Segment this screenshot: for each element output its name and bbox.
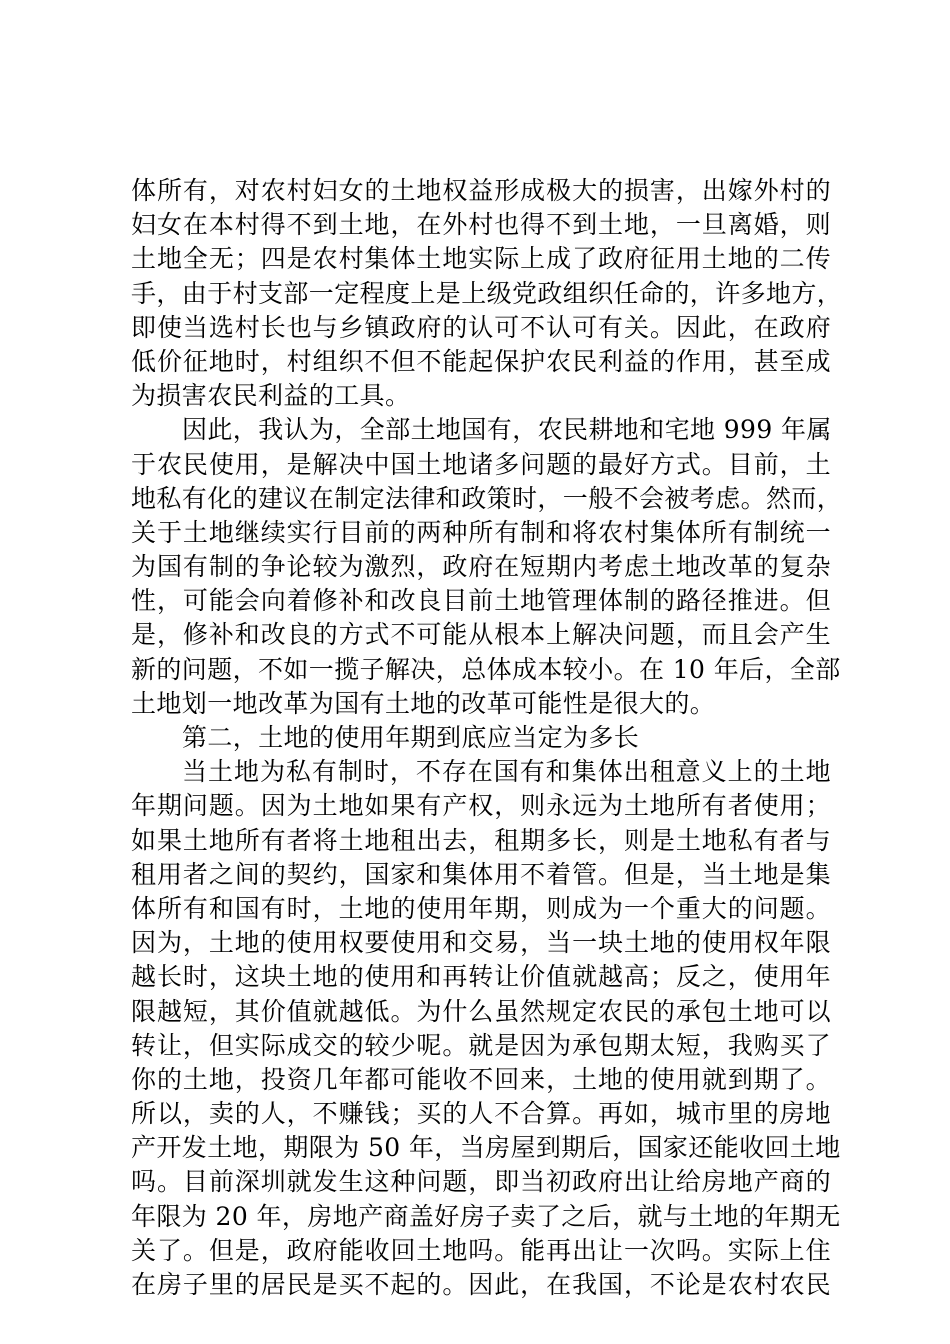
text-line: 年期问题。因为土地如果有产权，则永远为土地所有者使用； bbox=[131, 791, 831, 821]
text-line: 土地全无；四是农村集体土地实际上成了政府征用土地的二传 bbox=[131, 244, 831, 274]
text-line: 土地划一地改革为国有土地的改革可能性是很大的。 bbox=[131, 688, 716, 718]
text-line: 性，可能会向着修补和改良目前土地管理体制的路径推进。但 bbox=[131, 586, 831, 616]
text-line: 因此，我认为，全部土地国有，农民耕地和宅地 999 年属 bbox=[182, 415, 832, 445]
text-line: 关于土地继续实行目前的两种所有制和将农村集体所有制统一 bbox=[131, 517, 831, 547]
text-line: 体所有和国有时，土地的使用年期，则成为一个重大的问题。 bbox=[131, 893, 831, 923]
text-line: 新的问题，不如一揽子解决，总体成本较小。在 10 年后，全部 bbox=[131, 654, 841, 684]
text-line: 是，修补和改良的方式不可能从根本上解决问题，而且会产生 bbox=[131, 620, 831, 650]
text-line: 当土地为私有制时，不存在国有和集体出租意义上的土地 bbox=[182, 757, 831, 787]
text-line: 为损害农民利益的工具。 bbox=[131, 381, 411, 411]
text-line: 年限为 20 年，房地产商盖好房子卖了之后，就与土地的年期无 bbox=[131, 1201, 841, 1231]
text-line: 手，由于村支部一定程度上是上级党政组织任命的，许多地方， bbox=[131, 278, 843, 308]
text-line: 于农民使用，是解决中国土地诸多问题的最好方式。目前，土 bbox=[131, 449, 831, 479]
text-line: 越长时，这块土地的使用和再转让价值就越高；反之，使用年 bbox=[131, 962, 831, 992]
text-line: 体所有，对农村妇女的土地权益形成极大的损害，出嫁外村的 bbox=[131, 176, 831, 205]
text-line: 租用者之间的契约，国家和集体用不着管。但是，当土地是集 bbox=[131, 859, 831, 889]
text-line: 地私有化的建议在制定法律和政策时，一般不会被考虑。然而， bbox=[131, 483, 843, 513]
text-line: 为国有制的争论较为激烈，政府在短期内考虑土地改革的复杂 bbox=[131, 552, 831, 582]
text-line: 产开发土地，期限为 50 年，当房屋到期后，国家还能收回土地 bbox=[131, 1133, 841, 1163]
text-line: 妇女在本村得不到土地，在外村也得不到土地，一旦离婚，则 bbox=[131, 210, 831, 240]
text-line: 你的土地，投资几年都可能收不回来，土地的使用就到期了。 bbox=[131, 1064, 831, 1094]
text-line: 即使当选村长也与乡镇政府的认可不认可有关。因此，在政府 bbox=[131, 312, 831, 342]
text-line: 低价征地时，村组织不但不能起保护农民利益的作用，甚至成 bbox=[131, 346, 831, 376]
text-line: 限越短，其价值就越低。为什么虽然规定农民的承包土地可以 bbox=[131, 996, 831, 1026]
text-line: 所以，卖的人，不赚钱；买的人不合算。再如，城市里的房地 bbox=[131, 1099, 831, 1129]
text-line: 吗。目前深圳就发生这种问题，即当初政府出让给房地产商的 bbox=[131, 1167, 831, 1197]
text-line: 第二，土地的使用年期到底应当定为多长 bbox=[182, 723, 640, 752]
text-line: 因为，土地的使用权要使用和交易，当一块土地的使用权年限 bbox=[131, 928, 831, 958]
text-line: 如果土地所有者将土地租出去，租期多长，则是土地私有者与 bbox=[131, 825, 831, 855]
document-body bbox=[131, 174, 843, 1302]
text-line: 关了。但是，政府能收回土地吗。能再出让一次吗。实际上住 bbox=[131, 1235, 831, 1265]
text-line: 在房子里的居民是买不起的。因此，在我国，不论是农村农民 bbox=[131, 1270, 831, 1299]
text-line: 转让，但实际成交的较少呢。就是因为承包期太短，我购买了 bbox=[131, 1030, 831, 1060]
